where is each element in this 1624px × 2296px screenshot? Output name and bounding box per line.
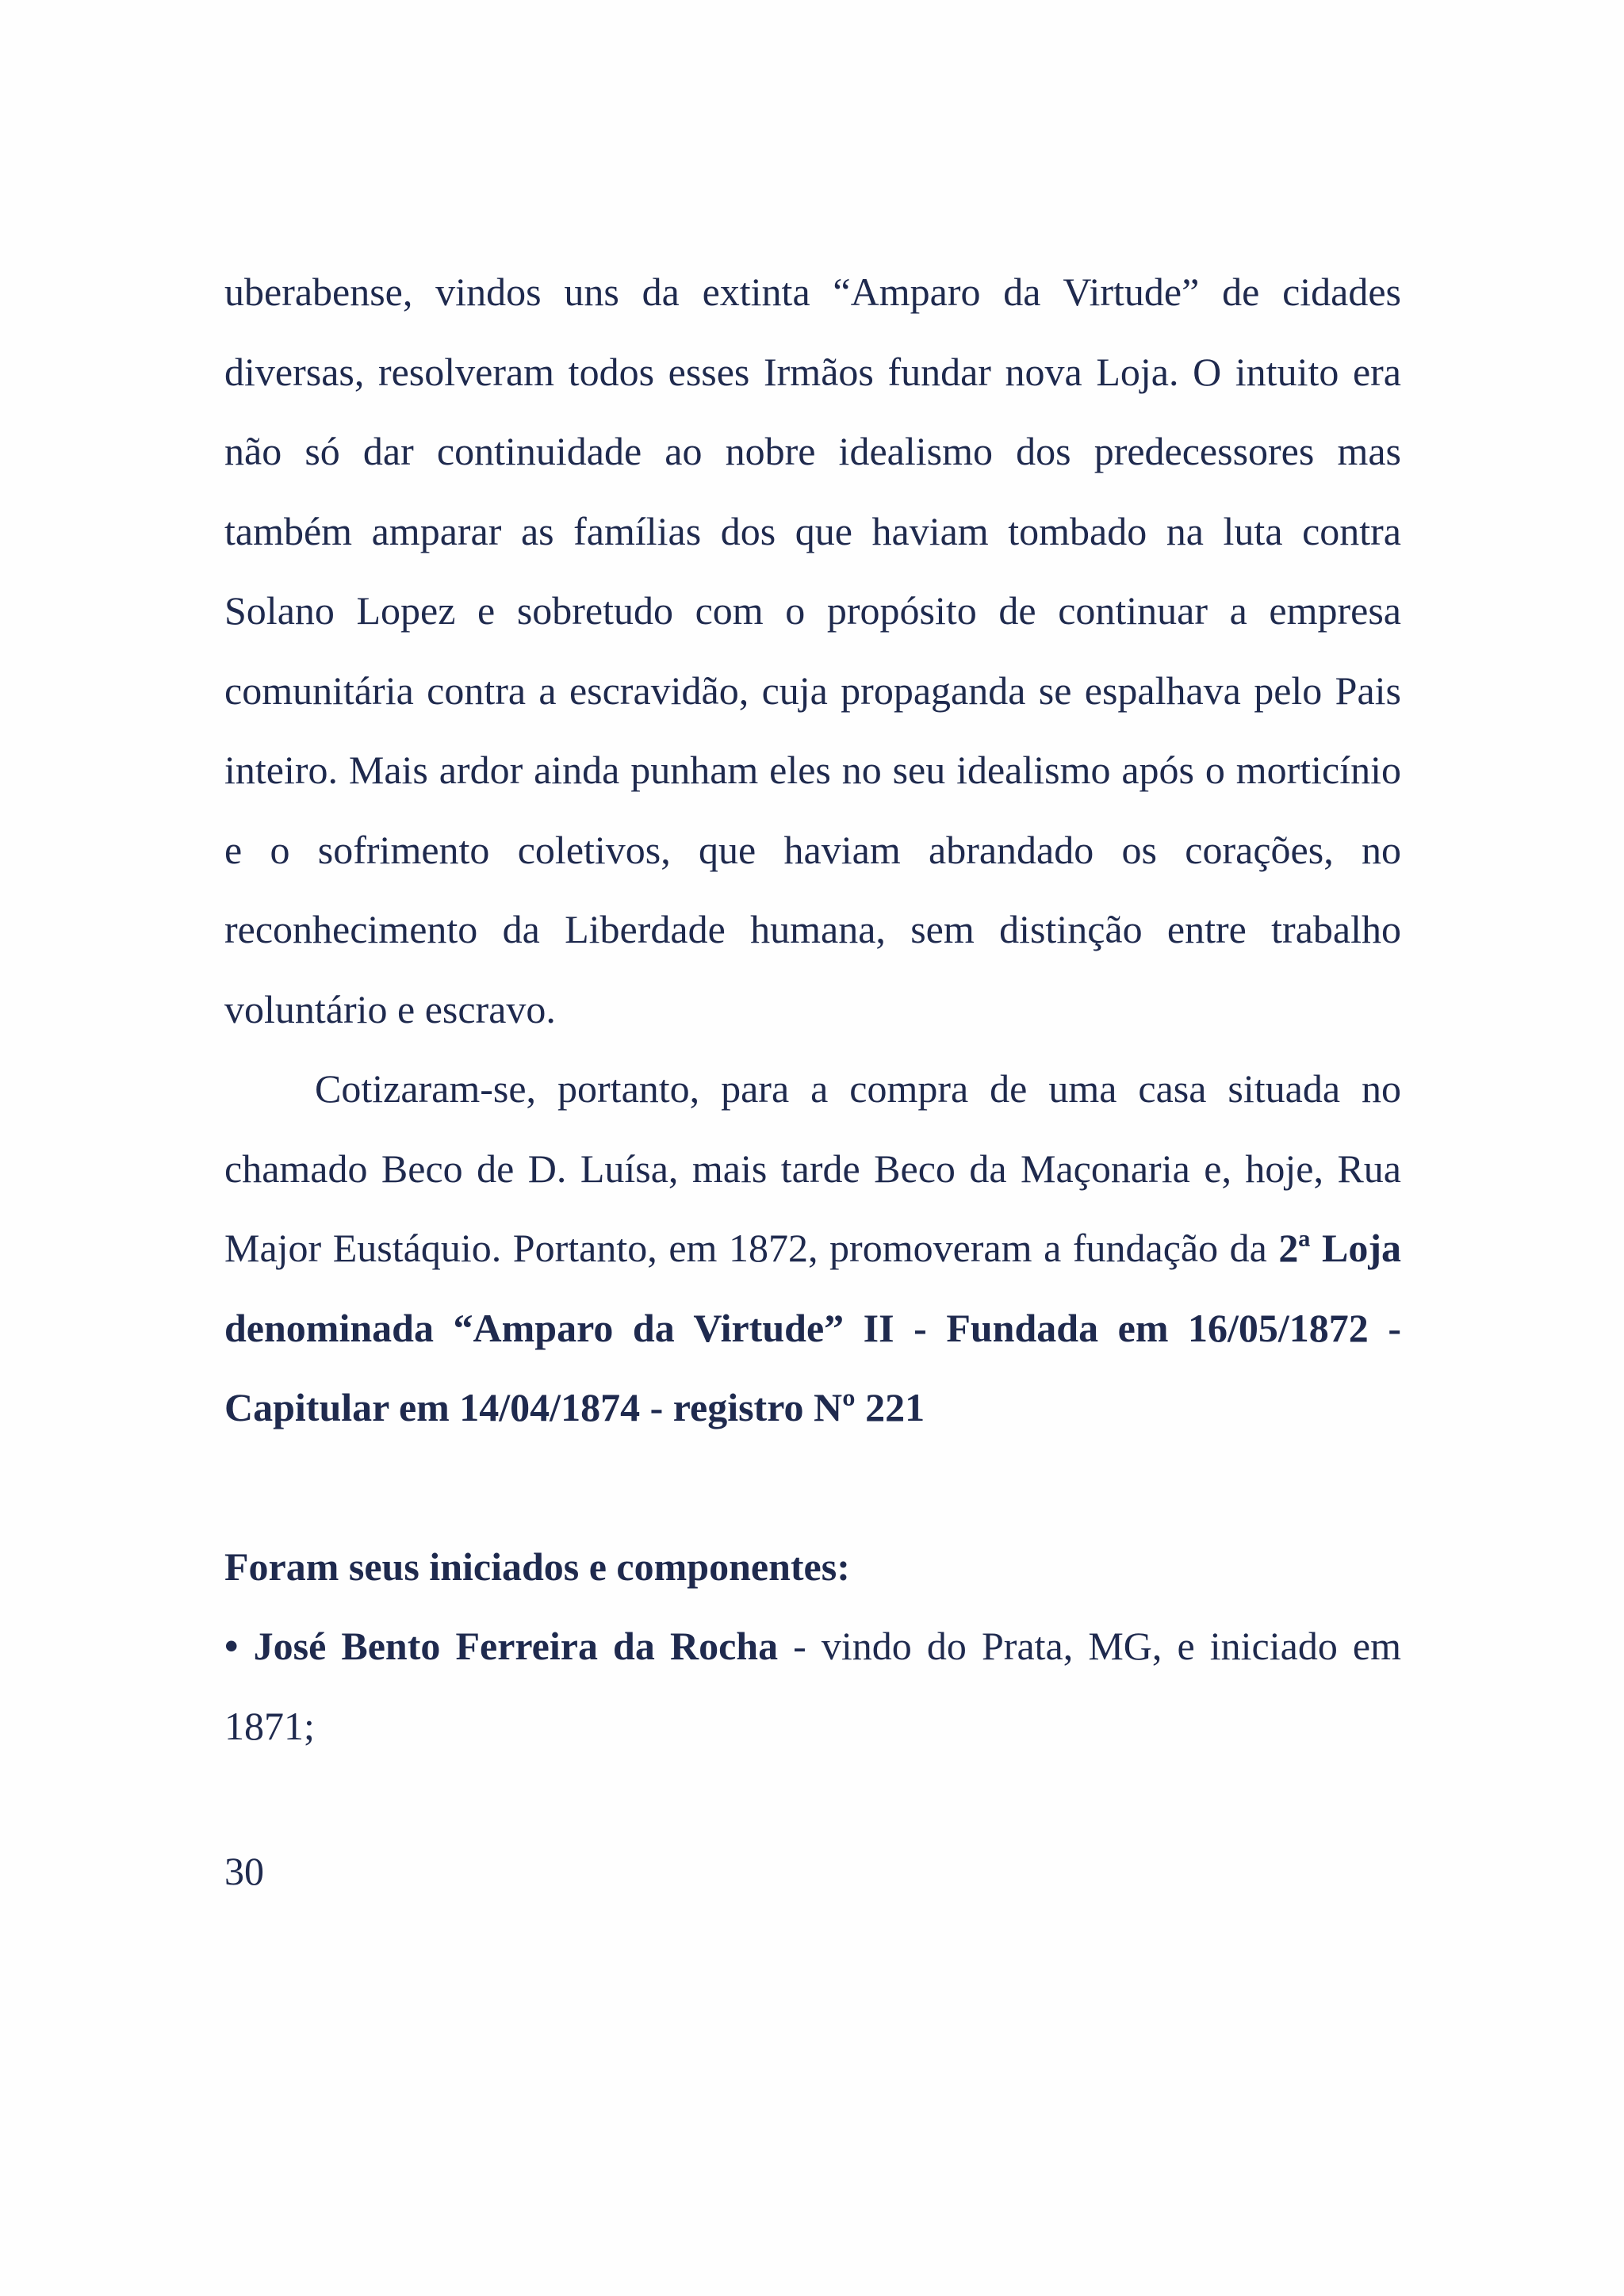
paragraph-2-text: Cotizaram-se, portanto, para a compra de uma casa situada no chamado Beco de D. Luísa, mais tarde Beco da Maçonaria e, hoje, Rua Major Eustáquio. Portanto, em 1872, promoveram a fundação da [224,1066,1401,1270]
body-text [224,252,1401,1766]
member-detail: - vindo do Prata, MG, e iniciado em 1871; [224,1624,1402,1748]
lodge-founding-statement: 2ª Loja denominada “Amparo da Virtude” II - Fundada em 16/05/1872 - Capitular em 14/04/1874 - registro Nº 221 [224,1226,1401,1429]
list-item [224,1606,1401,1766]
paragraph-1: uberabense, vindos uns da extinta “Amparo da Virtude” de cidades diversas, resolveram todos esses Irmãos fundar nova Loja. O intuito era não só dar continuidade ao nobre idealismo dos predecessores mas também amparar as famílias dos que haviam tombado na luta contra Solano Lopez e sobretudo com o propósito de continuar a empresa comunitária contra a escravidão, cuja propaganda se espalhava pelo Pais inteiro. Mais ardor ainda punham eles no seu idealismo após o morticínio e o sofrimento coletivos, que haviam abrandado os corações, no reconhecimento da Liberdade humana, sem distinção entre trabalho voluntário e escravo. [224,270,1401,1031]
section-heading: Foram seus iniciados e componentes: [224,1544,850,1589]
section-spacer [224,1448,1401,1527]
page-number: 30 [224,1849,264,1893]
bullet-icon: • [224,1624,239,1668]
member-name: José Bento Ferreira da Rocha [253,1624,779,1668]
paragraph-2 [224,1049,1401,1448]
